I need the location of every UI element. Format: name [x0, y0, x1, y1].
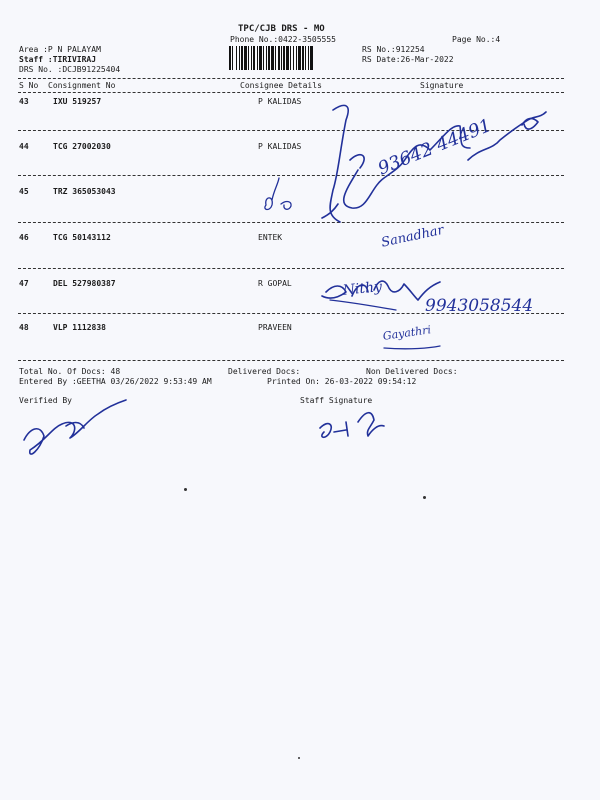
initial-do-scribble	[265, 178, 291, 210]
row-sno: 45	[19, 187, 29, 196]
column-header-consignee: Consignee Details	[240, 81, 322, 90]
phone-number: Phone No.:0422-3505555	[230, 35, 336, 44]
gayathri-underline	[384, 346, 440, 349]
handwritten-phone-1: 93642 44491	[375, 114, 495, 180]
row-consignee: R GOPAL	[258, 279, 292, 288]
printed-on: Printed On: 26-03-2022 09:54:12	[267, 377, 417, 386]
row-consignee: P KALIDAS	[258, 142, 302, 151]
staff-signature-scribble	[320, 413, 384, 438]
handwritten-name-2: Nithy	[342, 278, 383, 299]
row-sno: 48	[19, 323, 29, 332]
rs-number: RS No.:912254	[362, 45, 425, 54]
staff-label: Staff :TIRIVIRAJ	[19, 55, 97, 64]
handwritten-name-1: Sanadhar	[380, 222, 446, 251]
row-consignment-no: TRZ 365053043	[53, 187, 116, 196]
row-consignee: PRAVEEN	[258, 323, 292, 332]
drs-number: DRS No. :DCJB91225404	[19, 65, 121, 74]
scan-speck	[298, 757, 300, 759]
signature-scribble-4	[522, 118, 538, 129]
witness-signature	[24, 400, 126, 454]
row-consignment-no: TCG 27002030	[53, 142, 111, 151]
document-title: TPC/CJB DRS - MO	[238, 24, 325, 34]
scan-speck	[184, 488, 187, 491]
entered-by: Entered By :GEETHA 03/26/2022 9:53:49 AM	[19, 377, 212, 386]
row-sno: 46	[19, 233, 29, 242]
staff-signature-label: Staff Signature	[300, 396, 373, 405]
nithya-underline	[330, 300, 396, 310]
row-consignment-no: VLP 1112838	[53, 323, 106, 332]
handwritten-name-3: Gayathri	[382, 323, 432, 343]
row-sno: 47	[19, 279, 29, 288]
scan-speck	[423, 496, 426, 499]
area-label: Area :P N PALAYAM	[19, 45, 101, 54]
page-number: Page No.:4	[452, 35, 501, 44]
row-consignment-no: TCG 50143112	[53, 233, 111, 242]
total-docs: Total No. Of Docs: 48	[19, 367, 121, 376]
column-header-signature: Signature	[420, 81, 464, 90]
column-header-sno: S No	[19, 81, 39, 90]
rs-date: RS Date:26-Mar-2022	[362, 55, 454, 64]
verified-by-label: Verified By	[19, 396, 72, 405]
non-delivered-docs: Non Delivered Docs:	[366, 367, 458, 376]
row-consignment-no: DEL 527980387	[53, 279, 116, 288]
handwritten-phone-2: 9943058544	[425, 296, 534, 316]
row-consignee: P KALIDAS	[258, 97, 302, 106]
row-consignment-no: IXU 519257	[53, 97, 102, 106]
row-sno: 43	[19, 97, 29, 106]
row-sno: 44	[19, 142, 29, 151]
delivered-docs: Delivered Docs:	[228, 367, 301, 376]
row-consignee: ENTEK	[258, 233, 283, 242]
column-header-consignment: Consignment No	[48, 81, 116, 90]
